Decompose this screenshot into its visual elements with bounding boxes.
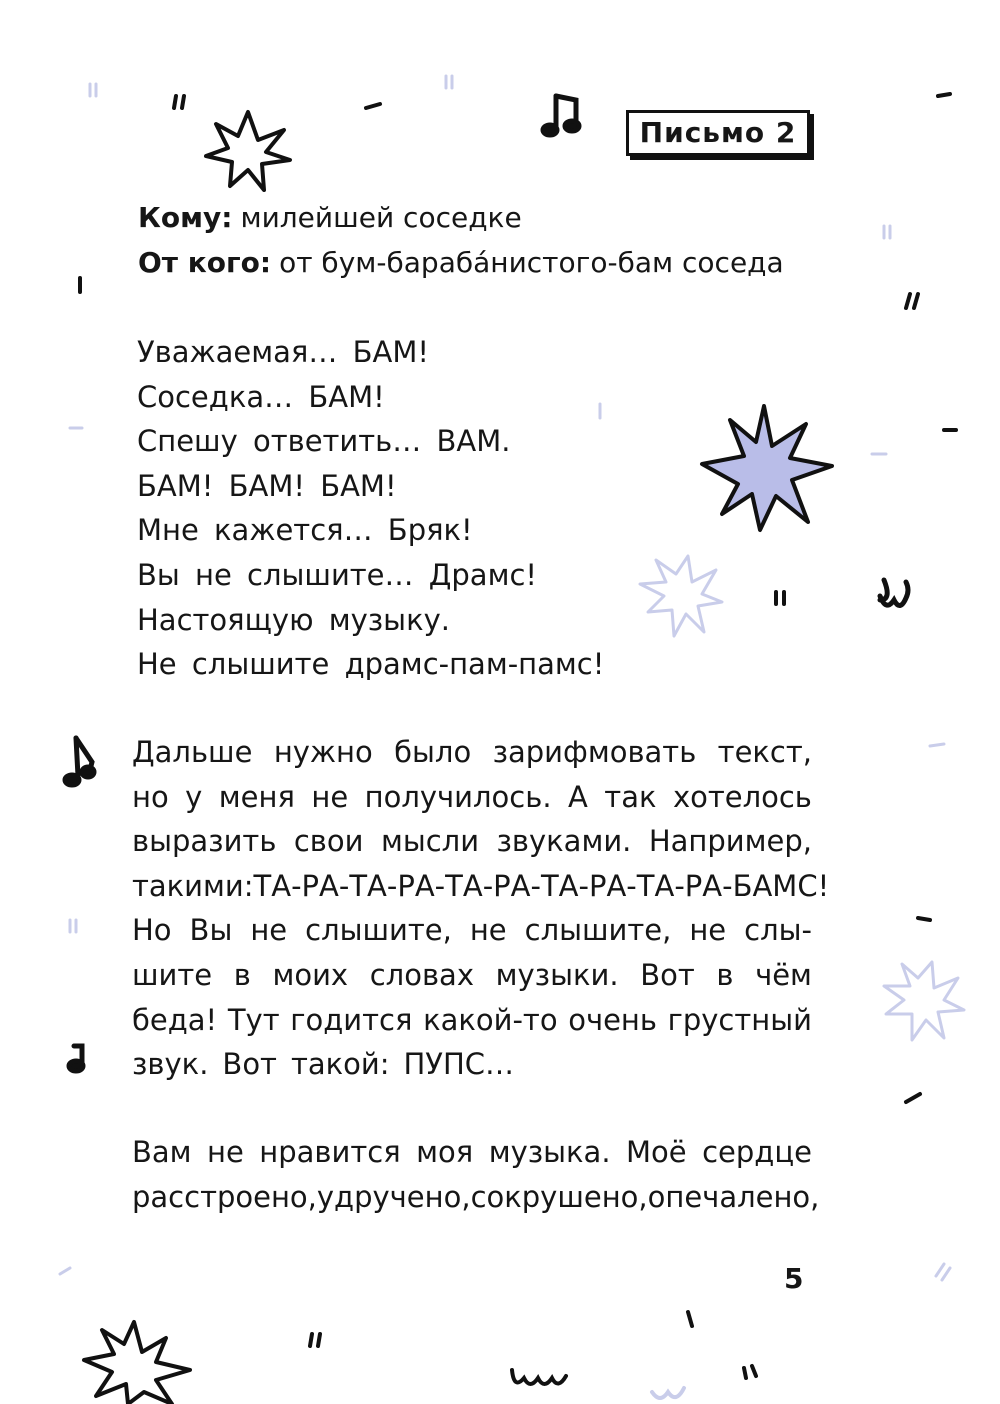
verse-line: Уважаемая… БАМ! bbox=[137, 335, 429, 369]
music-note-icon bbox=[543, 96, 579, 135]
verse-line: БАМ! БАМ! БАМ! bbox=[137, 468, 397, 503]
word: Вам bbox=[132, 1135, 192, 1169]
word: слы- bbox=[744, 913, 812, 948]
word: беда! bbox=[132, 1002, 218, 1037]
letter-verse bbox=[137, 330, 604, 687]
verse-line: Настоящую музыку. bbox=[137, 602, 450, 637]
verse-line: Соседка… БАМ! bbox=[137, 379, 385, 414]
star-icon bbox=[884, 962, 964, 1040]
paragraph-line bbox=[132, 1175, 820, 1220]
word: сердце bbox=[702, 1135, 812, 1169]
word: удручено, bbox=[316, 1179, 471, 1214]
verse-line: Спешу ответить… ВАМ. bbox=[137, 424, 511, 459]
word: нужно bbox=[273, 735, 373, 769]
music-note-icon bbox=[69, 1046, 83, 1071]
word: нравится bbox=[259, 1135, 401, 1169]
word: слышите, bbox=[305, 913, 452, 948]
word: А bbox=[568, 779, 588, 814]
wave-squiggle-icon bbox=[652, 1388, 684, 1398]
sender-label: От кого: bbox=[138, 246, 272, 279]
word: моя bbox=[416, 1135, 474, 1169]
word: меня bbox=[218, 779, 295, 814]
word: не bbox=[250, 913, 288, 948]
word: такой: bbox=[290, 1047, 390, 1082]
word: такими: bbox=[132, 868, 254, 903]
paragraph-line bbox=[132, 1042, 812, 1087]
paragraph-body bbox=[132, 1130, 820, 1219]
word: получилось. bbox=[364, 779, 552, 814]
word: Моё bbox=[626, 1135, 687, 1169]
music-note-icon bbox=[65, 738, 94, 785]
paragraph-line bbox=[132, 1130, 812, 1175]
word: у bbox=[185, 779, 203, 814]
word: ПУПС… bbox=[403, 1047, 515, 1082]
word: Вот bbox=[222, 1047, 277, 1082]
paragraph-line bbox=[132, 730, 812, 775]
word: Но bbox=[132, 913, 172, 948]
word: звук. bbox=[132, 1047, 209, 1082]
star-icon bbox=[84, 1322, 190, 1404]
sender-line bbox=[138, 241, 784, 285]
word: ТА-РА-ТА-РА-ТА-РА-ТА-РА-ТА-РА-БАМС! bbox=[253, 868, 830, 903]
letter-badge: Письмо 2 bbox=[626, 110, 810, 156]
word: Дальше bbox=[132, 735, 253, 769]
word: зарифмовать bbox=[492, 735, 697, 769]
word: в bbox=[716, 957, 734, 992]
word: звуками. bbox=[496, 824, 632, 859]
word: выразить bbox=[132, 824, 277, 859]
word: грустный bbox=[667, 1002, 812, 1037]
word: музыка. bbox=[488, 1135, 611, 1169]
sender-value: от бум-барабáнистого-бам соседа bbox=[279, 246, 784, 279]
word: было bbox=[394, 735, 472, 769]
word: но bbox=[132, 779, 169, 814]
wave-squiggle-icon bbox=[880, 580, 908, 606]
star-icon bbox=[702, 406, 832, 530]
word: музыки. bbox=[495, 957, 619, 992]
word: годится bbox=[290, 1002, 413, 1037]
word: шите bbox=[132, 957, 213, 992]
word: моих bbox=[272, 957, 349, 992]
word: слышите, bbox=[524, 913, 672, 948]
word: очень bbox=[568, 1002, 657, 1037]
wave-squiggle-icon bbox=[512, 1370, 566, 1384]
page-number: 5 bbox=[784, 1262, 804, 1295]
paragraph-line bbox=[132, 998, 812, 1043]
word: не bbox=[207, 1135, 244, 1169]
paragraph-line bbox=[132, 775, 812, 820]
word: Например, bbox=[648, 824, 812, 859]
word: Вот bbox=[640, 957, 695, 992]
word: не bbox=[689, 913, 727, 948]
paragraph-line bbox=[132, 819, 812, 864]
recipient-value: милейшей соседке bbox=[240, 201, 522, 234]
paragraph-line bbox=[132, 953, 812, 998]
word: так bbox=[604, 779, 657, 814]
word: сокрушено, bbox=[470, 1179, 648, 1214]
word: мысли bbox=[380, 824, 480, 859]
word: не bbox=[469, 913, 507, 948]
word: какой-то bbox=[423, 1002, 558, 1037]
word: в bbox=[233, 957, 251, 992]
star-icon bbox=[206, 112, 290, 190]
word: хотелось bbox=[672, 779, 812, 814]
word: Тут bbox=[227, 1002, 280, 1037]
word: текст, bbox=[717, 735, 812, 769]
paragraph-body bbox=[132, 730, 830, 1087]
verse-line: Вы не слышите… Драмс! bbox=[137, 557, 538, 592]
word: Вы bbox=[189, 913, 233, 948]
word: расстроено, bbox=[132, 1179, 317, 1214]
verse-line: Не слышите драмс-пам-памс! bbox=[137, 647, 605, 682]
verse-line: Мне кажется… Бряк! bbox=[137, 513, 473, 548]
paragraph-line bbox=[132, 908, 812, 953]
word: свои bbox=[293, 824, 364, 859]
paragraph-line bbox=[132, 864, 830, 909]
star-icon bbox=[640, 556, 722, 636]
word: не bbox=[311, 779, 349, 814]
word: словах bbox=[369, 957, 474, 992]
recipient-label: Кому: bbox=[138, 201, 233, 234]
word: опечалено, bbox=[647, 1179, 820, 1214]
recipient-line bbox=[138, 196, 522, 240]
word: чём bbox=[755, 957, 812, 992]
